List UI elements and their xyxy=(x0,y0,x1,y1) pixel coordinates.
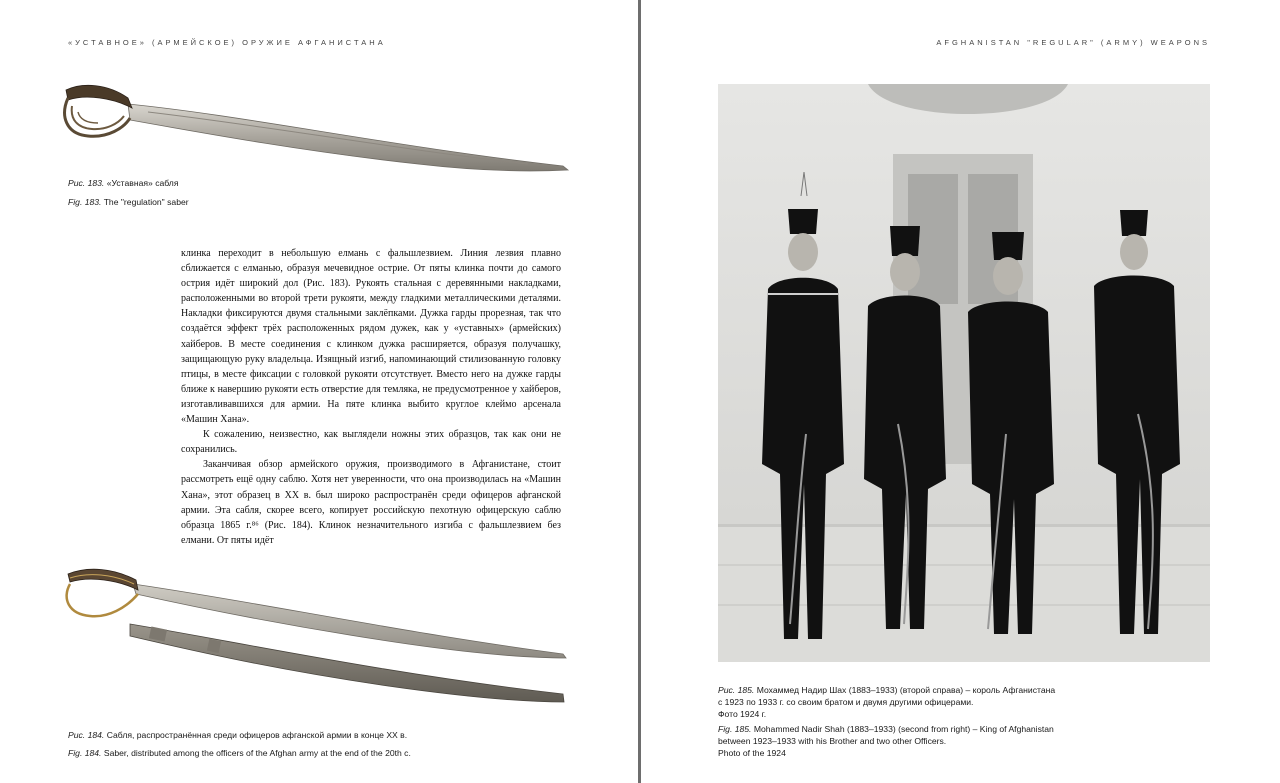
saber-183-image xyxy=(58,76,578,186)
fig185-en-label: Fig. 185. xyxy=(718,724,752,734)
saber-184-image xyxy=(58,562,578,712)
fig185-en-text-1: Mohammed Nadir Shah (1883–1933) (second from right) – King of Afghanistan xyxy=(753,724,1054,734)
fig184-en-label: Fig. 184. xyxy=(68,748,102,758)
fig183-caption-ru xyxy=(68,177,178,189)
fig185-ru-line-1 xyxy=(718,684,1055,696)
fig185-caption-ru xyxy=(718,684,1055,720)
fig185-en-line-2: between 1923–1933 with his Brother and two other Officers. xyxy=(718,736,947,746)
body-text xyxy=(181,246,561,548)
officers-photo xyxy=(718,84,1210,662)
fig185-ru-line-3: Фото 1924 г. xyxy=(718,709,767,719)
body-paragraph-3: Заканчивая обзор армейского оружия, производимого в Афганистане, стоит рассмотреть ещё одну саблю. Хотя нет уверенности, что она производилась на «Машин Хана», этот образец в ХХ в. был широко распространён среди офицеров афганской армии. Эта сабля, скорее всего, копирует российскую пехотную офицерскую саблю образца 1865 г.⁸⁶ (Рис. 184). Клинок незначительного изгиба с фальшлезвием без елмани. От пяты идёт xyxy=(181,459,561,546)
running-head-left: «УСТАВНОЕ» (АРМЕЙСКОЕ) ОРУЖИЕ АФГАНИСТАНА xyxy=(68,38,386,47)
fig185-ru-label: Рис. 185. xyxy=(718,685,755,695)
fig183-ru-text: «Уставная» сабля xyxy=(106,178,179,188)
running-head-right: AFGHANISTAN "REGULAR" (ARMY) WEAPONS xyxy=(936,38,1210,47)
fig184-ru-text: Сабля, распространённая среди офицеров афганской армии в конце ХХ в. xyxy=(106,730,408,740)
body-paragraph-2: К сожалению, неизвестно, как выглядели ножны этих образцов, так как они не сохранились. xyxy=(181,429,561,456)
body-paragraph-1: клинка переходит в небольшую елмань с фальшлезвием. Линия лезвия плавно сближается с елманью, образуя мечевидное острие. От пяты клинка почти до самого острия идёт широкий дол (Рис. 183). Рукоять стальная с деревянными накладками, расположенными во второй трети рукояти, между гладкими металлическими деталями. Накладки фиксируются двумя стальными заклёпками. Дужка гарды прорезная, так что создаётся эффект трёх расположенных рядом дужек, как у «уставных» (армейских) хайберов. В месте соединения с клинком дужка расширяется, образуя получашку, защищающую руку владельца. Изящный изгиб, напоминающий стилизованную головку птицы, в месте фиксации с головкой рукояти отсутствует. Вместо него на дужке гарды ближе к навершию рукояти есть отверстие для темляка, не предусмотренное у хайберов, изготавливавшихся для армии. На пяте клинка выбито круглое клеймо арсенала «Машин Хана». xyxy=(181,248,561,426)
fig183-en-text: The "regulation" saber xyxy=(103,197,189,207)
fig185-caption-en xyxy=(718,723,1054,759)
fig185-en-line-1 xyxy=(718,723,1054,735)
fig185-ru-line-2: с 1923 по 1933 г. со своим братом и двумя другими офицерами. xyxy=(718,697,974,707)
fig184-ru-label: Рис. 184. xyxy=(68,730,105,740)
fig184-caption-en xyxy=(68,747,411,759)
fig185-en-line-3: Photo of the 1924 xyxy=(718,748,786,758)
fig183-ru-label: Рис. 183. xyxy=(68,178,105,188)
fig184-caption-ru xyxy=(68,729,407,741)
fig184-en-text: Saber, distributed among the officers of the Afghan army at the end of the 20th c. xyxy=(103,748,411,758)
left-page xyxy=(0,0,638,783)
fig183-en-label: Fig. 183. xyxy=(68,197,102,207)
right-page xyxy=(641,0,1280,783)
fig185-ru-text-1: Мохаммед Надир Шах (1883–1933) (второй справа) – король Афганистана xyxy=(756,685,1056,695)
fig183-caption-en xyxy=(68,196,189,208)
